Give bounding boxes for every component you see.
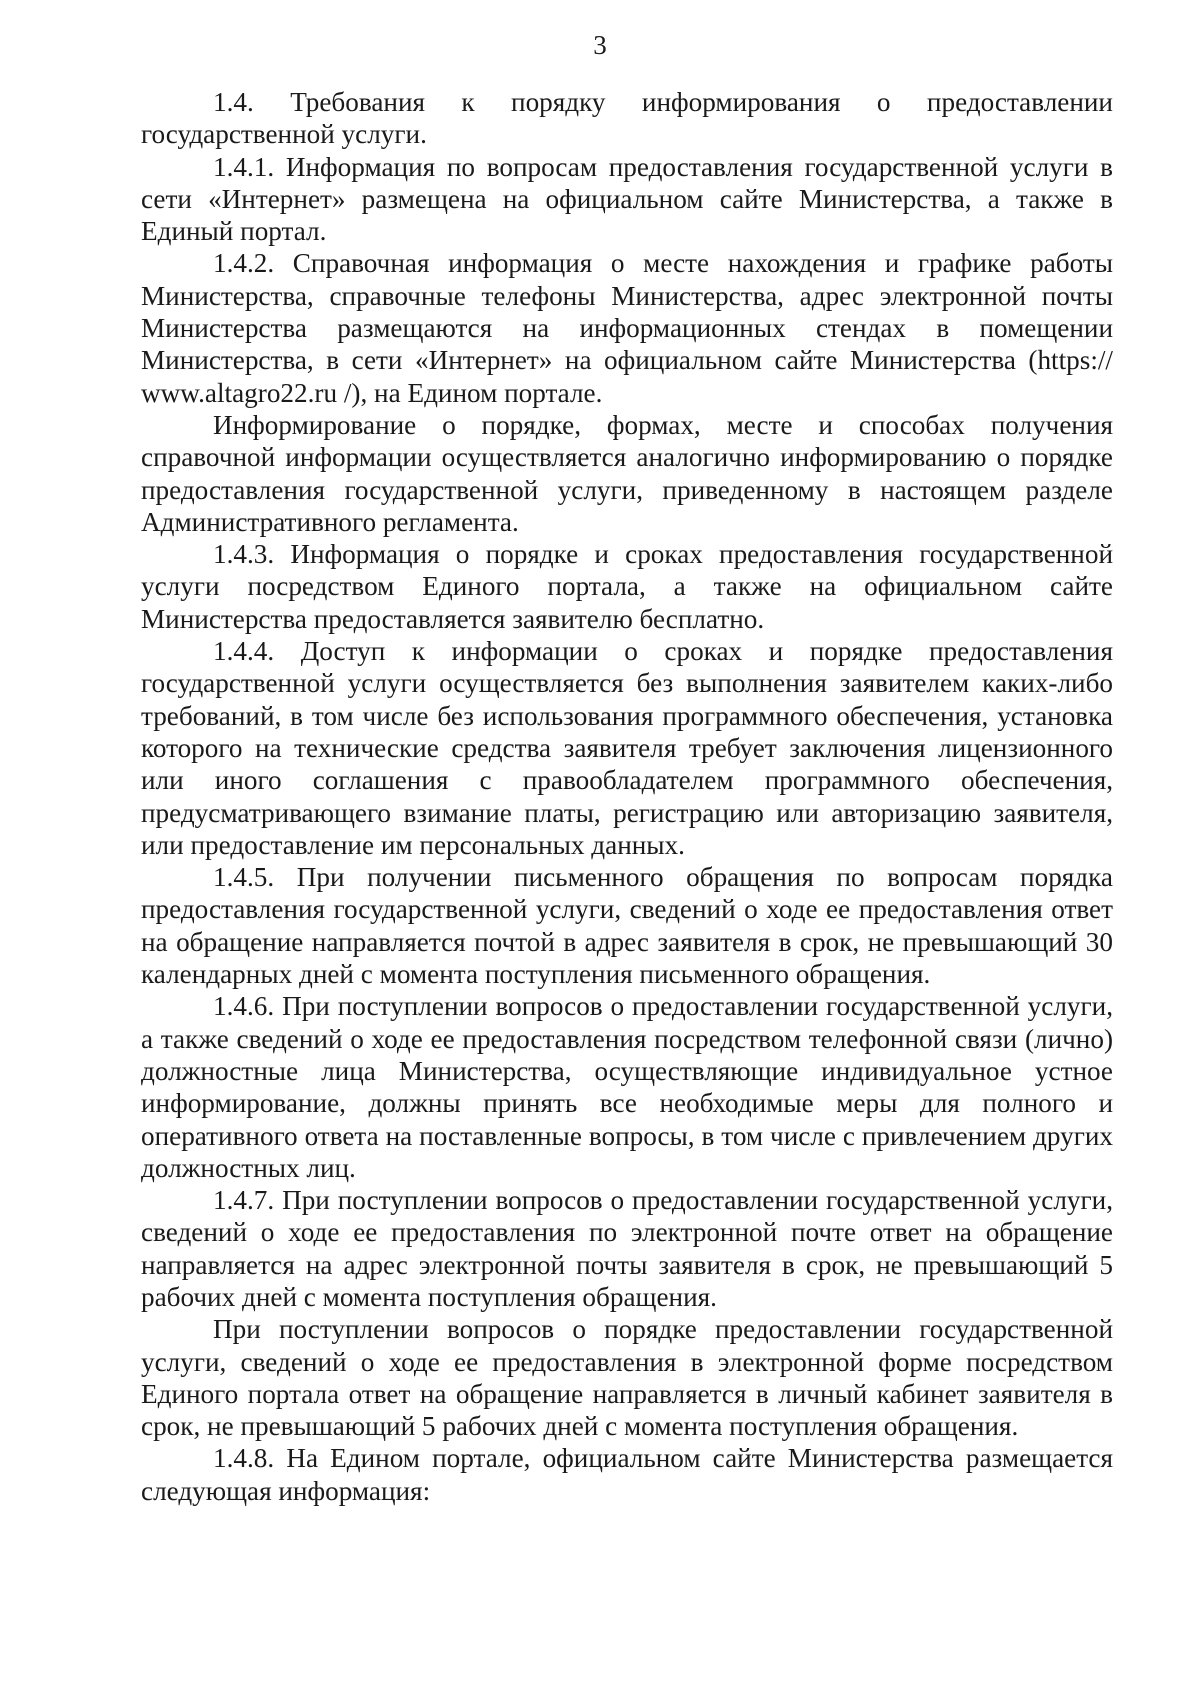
paragraph-1-4-4: 1.4.4. Доступ к информации о сроках и порядке предоставления государственной услуги осуществляется без выполнения заявителем каких-либо требований, в том числе без использования программного обеспечения, установка которого на технические средства заявителя требует заключения лицензионного или иного соглашения с правообладателем программного обеспечения, предусматривающего взимание платы, регистрацию или авторизацию заявителя, или предоставление им персональных данных.	[141, 636, 1113, 860]
paragraph-1-4-1: 1.4.1. Информация по вопросам предоставления государственной услуги в сети «Интернет» размещена на официальном сайте Министерства, а также в Единый портал.	[141, 151, 1113, 247]
paragraph-1-4-8: 1.4.8. На Едином портале, официальном сайте Министерства размещается следующая информация:	[141, 1443, 1113, 1506]
paragraph-1-4: 1.4. Требования к порядку информирования о предоставлении государственной услуги.	[141, 87, 1113, 150]
document-body	[141, 86, 1113, 1507]
paragraph-informing: Информирование о порядке, формах, месте и способах получения справочной информации осуществляется аналогично информированию о порядке предоставления государственной услуги, приведенному в настоящем разделе Административного регламента.	[141, 409, 1113, 537]
page-number: 3	[593, 30, 607, 60]
paragraph-1-4-7: 1.4.7. При поступлении вопросов о предоставлении государственной услуги, сведений о ходе ее предоставления по электронной почте ответ на обращение направляется на адрес электронной почты заявителя в срок, не превышающий 5 рабочих дней с момента поступления обращения.	[141, 1185, 1113, 1312]
paragraph-portal-questions: При поступлении вопросов о порядке предоставлении государственной услуги, сведений о ходе ее предоставления в электронной форме посредством Единого портала ответ на обращение направляется в личный кабинет заявителя в срок, не превышающий 5 рабочих дней с момента поступления обращения.	[141, 1314, 1113, 1442]
paragraph-1-4-2: 1.4.2. Справочная информация о месте нахождения и графике работы Министерства, справочные телефоны Министерства, адрес электронной почты Министерства размещаются на информационных стендах в помещении Министерства, в сети «Интернет» на официальном сайте Министерства (https:// www.altagro22.ru /), на Едином портале.	[141, 248, 1113, 408]
paragraph-1-4-6: 1.4.6. При поступлении вопросов о предоставлении государственной услуги, а также сведений о ходе ее предоставления посредством телефонной связи (лично) должностные лица Министерства, осуществляющие индивидуальное устное информирование, должны принять все необходимые меры для полного и оперативного ответа на поставленные вопросы, в том числе с привлечением других должностных лиц.	[141, 991, 1113, 1183]
paragraph-1-4-3: 1.4.3. Информация о порядке и сроках предоставления государственной услуги посредством Единого портала, а также на официальном сайте Министерства предоставляется заявителю бесплатно.	[141, 539, 1113, 634]
paragraph-1-4-5: 1.4.5. При получении письменного обращения по вопросам порядка предоставления государственной услуги, сведений о ходе ее предоставления ответ на обращение направляется почтой в адрес заявителя в срок, не превышающий 30 календарных дней с момента поступления письменного обращения.	[141, 862, 1113, 990]
